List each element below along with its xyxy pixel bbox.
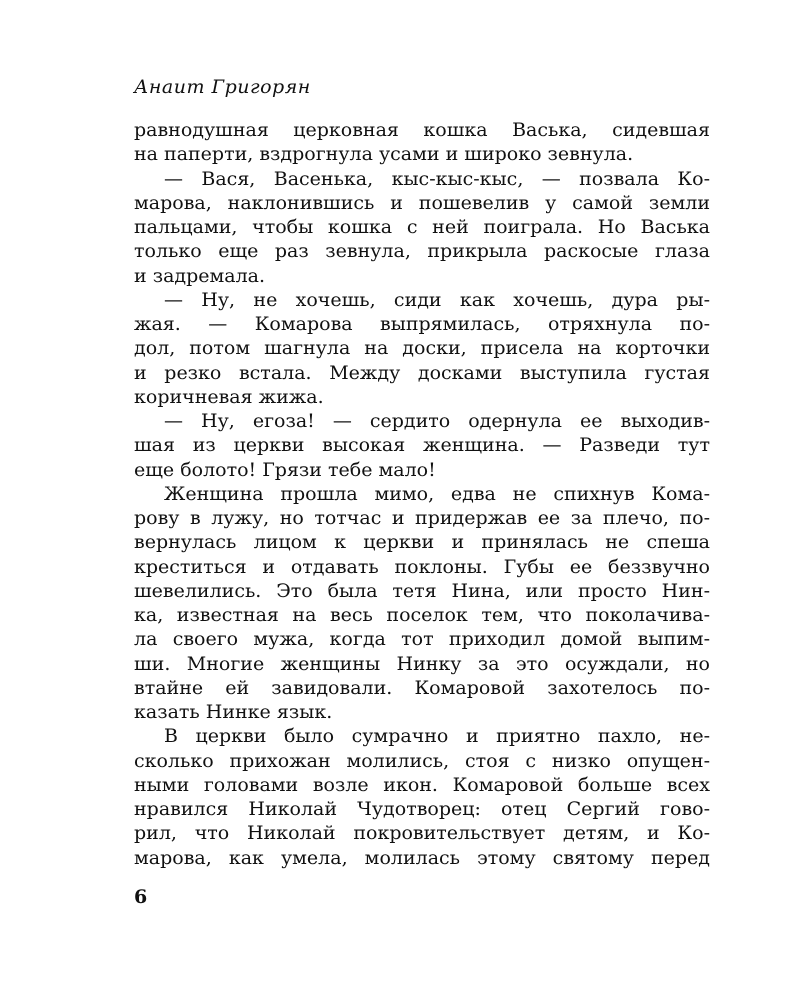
text-line: ла своего мужа, когда тот приходил домой выпим- bbox=[134, 628, 710, 651]
text-line: только еще раз зевнула, прикрыла раскосые глаза bbox=[134, 240, 710, 263]
text-line: шая из церкви высокая женщина. — Разведи тут bbox=[134, 434, 710, 457]
text-line: — Ну, егоза! — сердито одернула ее выходив- bbox=[164, 410, 710, 432]
text-line: вернулась лицом к церкви и принялась не спеша bbox=[134, 531, 710, 554]
text-line: — Ну, не хочешь, сиди как хочешь, дура ры- bbox=[164, 288, 710, 311]
text-line: жая. — Комарова выпрямилась, отряхнула по- bbox=[134, 313, 710, 335]
running-head-author: Анаит Григорян bbox=[134, 76, 311, 98]
text-line: ши. Многие женщины Нинку за это осуждали, но bbox=[134, 652, 710, 675]
text-line: и резко встала. Между досками выступила густая bbox=[134, 361, 710, 384]
text-line: равнодушная церковная кошка Васька, сидевшая bbox=[134, 119, 710, 141]
text-line: еще болото! Грязи тебе мало! bbox=[134, 458, 436, 481]
text-line: креститься и отдавать поклоны. Губы ее беззвучно bbox=[134, 555, 710, 578]
text-line: казать Нинке язык. bbox=[134, 701, 333, 723]
text-line: нравился Николай Чудотворец: отец Сергий гово- bbox=[134, 798, 710, 820]
text-line: пальцами, чтобы кошка с ней поиграла. Но Васька bbox=[134, 216, 710, 238]
text-line: дол, потом шагнула на доски, присела на корточки bbox=[134, 337, 710, 360]
text-line: ными головами возле икон. Комаровой больше всех bbox=[134, 773, 710, 796]
text-line: рил, что Николай покровительствует детям, и Ко- bbox=[134, 822, 710, 845]
text-line: шевелились. Это была тетя Нина, или просто Нин- bbox=[134, 579, 710, 602]
page-number: 6 bbox=[134, 886, 148, 908]
text-line: В церкви было сумрачно и приятно пахло, не- bbox=[164, 725, 710, 748]
text-line: ка, известная на весь поселок тем, что поколачива- bbox=[134, 604, 710, 626]
text-line: рову в лужу, но тотчас и придержав ее за плечо, по- bbox=[134, 507, 710, 529]
text-line: и задремала. bbox=[134, 264, 266, 287]
text-line: сколько прихожан молились, стоя с низко опущен- bbox=[134, 749, 710, 772]
body-text bbox=[134, 118, 710, 870]
text-line: — Вася, Васенька, кыс-кыс-кыс, — позвала Ко- bbox=[164, 167, 710, 190]
text-line: марова, наклонившись и пошевелив у самой земли bbox=[134, 191, 710, 214]
text-line: марова, как умела, молилась этому святому перед bbox=[134, 846, 710, 869]
text-line: на паперти, вздрогнула усами и широко зевнула. bbox=[134, 143, 634, 166]
text-line: втайне ей завидовали. Комаровой захотелось по- bbox=[134, 676, 710, 699]
text-line: коричневая жижа. bbox=[134, 385, 324, 408]
text-line: Женщина прошла мимо, едва не спихнув Кома- bbox=[164, 482, 710, 505]
